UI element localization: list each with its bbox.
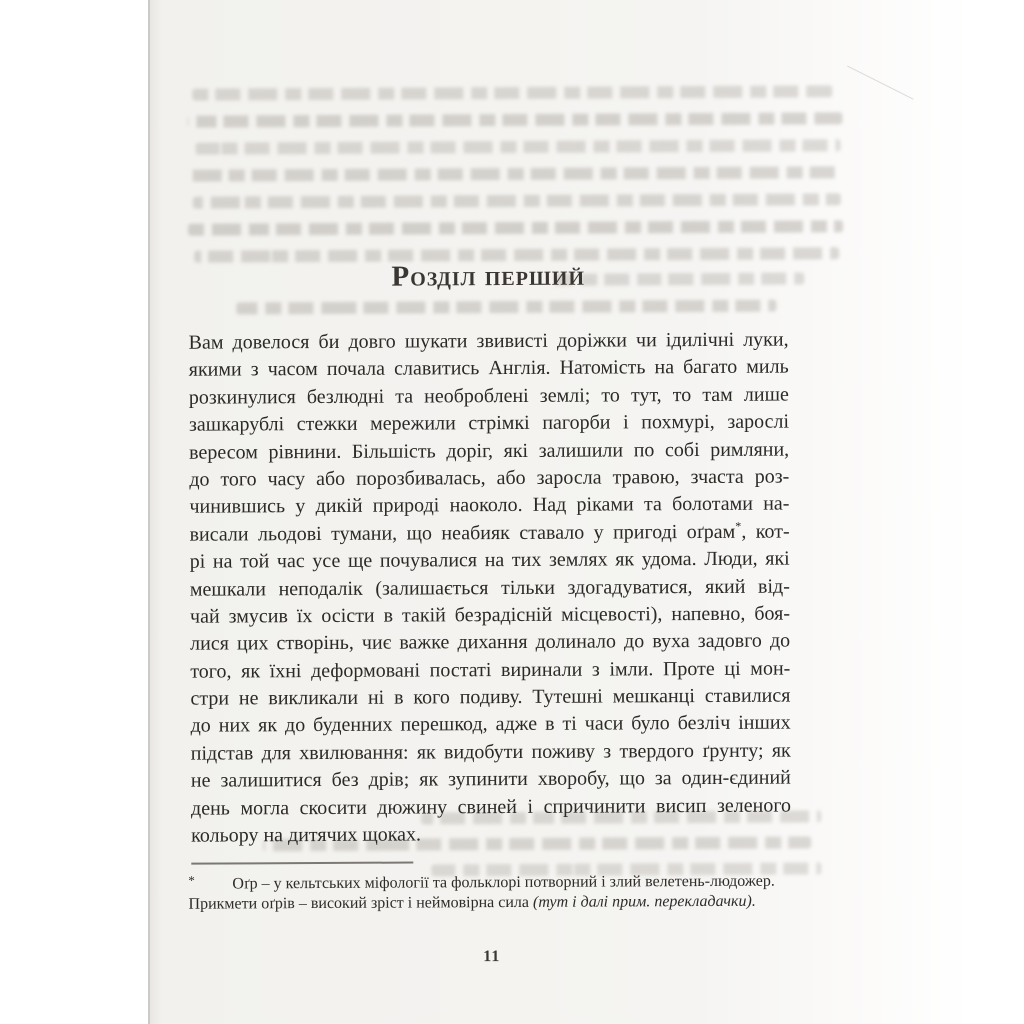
footnote-translator-note: (тут і далі прим. перекладачки). (532, 892, 756, 911)
text-line: кольору на дитячих щоках. (191, 823, 422, 847)
bleedthrough-line (192, 85, 832, 100)
bleedthrough-line (190, 166, 840, 181)
bleedthrough-line (187, 112, 842, 127)
bleedthrough-line (236, 300, 776, 315)
text-line: розкинулися безлюдні та необроблені землі; то тут, то там лише (188, 383, 789, 409)
paper-crease (847, 65, 914, 99)
footnote-text-line1: Оґр – у кельтських міфології та фольклорі потворний і злий велетень-людожер. (232, 872, 775, 893)
text-line: чинившись у дикій природі наоколо. Над ріками та болотами на- (189, 492, 790, 519)
bleedthrough-line (196, 139, 841, 154)
footnote-line-2 (188, 890, 796, 917)
chapter-heading: Розділ перший (391, 259, 586, 293)
text-line: зашкарублі стежки мережили стрімкі пагорби і похмурі, зарослі (188, 410, 790, 436)
text-line: лися цих створінь, чиє важке дихання долинало до вуха задовго до (190, 629, 791, 655)
body-text (189, 327, 792, 851)
text-line: підстав для хвилювання: як видобути поживу з твердого ґрунту; як (190, 739, 791, 765)
text-line: до них як до буденних перешкод, адже в ті часи було безліч інших (190, 712, 791, 738)
footnote-line-1 (188, 866, 796, 893)
footnote-reference-asterisk: * (735, 518, 742, 533)
text-line: не залишитися без дрів; як зупинити хворобу, що за один-єдиний (190, 766, 791, 792)
text-line: якими з часом почала славитись Англія. Натомість на багато миль (188, 355, 789, 382)
text-line: висали льодові тумани, що неабияк ставало у пригоді оґрам*, кот- (189, 518, 790, 546)
bleedthrough-line (188, 220, 843, 235)
text-line: стри не викликали ні в кого подиву. Тутешні мешканці ставилися (190, 684, 791, 710)
text-line: день могла скосити дюжину свиней і спричинити висип зеленого (190, 794, 792, 820)
text-line: рі на той час усе ще почувалися на тих землях як удома. Люди, які (189, 547, 790, 573)
footnote-separator (191, 862, 413, 865)
footnote (188, 866, 796, 917)
text-line: чай змусив їх осісти в такій безрадісній місцевості), напевно, боя- (189, 602, 791, 628)
text-line: Вам довелося би довго шукати звивисті доріжки чи ідилічні луки, (188, 328, 789, 354)
bleedthrough-line (193, 193, 841, 208)
text-line: вересом рівнини. Більшість доріг, які залишили по собі римляни, (189, 438, 790, 464)
text-line: того, як їхні деформовані постаті виринали з імли. Проте ці мон- (190, 657, 791, 683)
footnote-marker: * (188, 872, 195, 888)
text-line: мешкали неподалік (залишається тільки здогадуватися, який від- (189, 575, 790, 601)
page-number: 11 (483, 948, 501, 966)
footnote-text-line2: Прикмети оґрів – високий зріст і неймовірна сила (188, 893, 534, 913)
text-line: до того часу або порозбивалась, або заросла травою, зчаста роз- (189, 465, 790, 491)
